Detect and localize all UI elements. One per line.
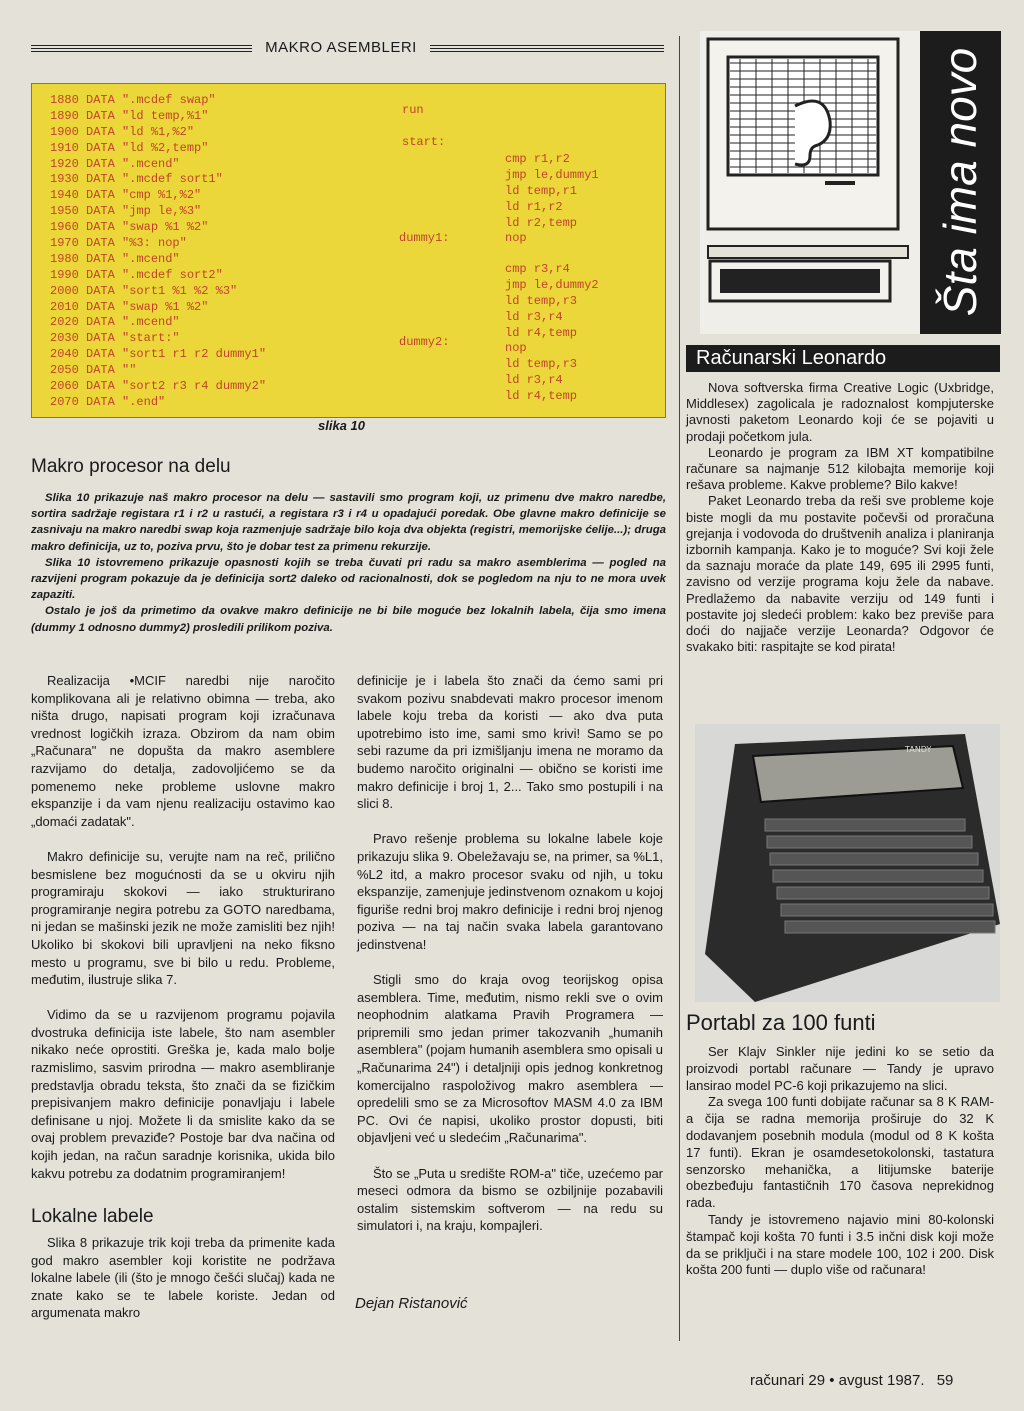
expanded-code-block-1 [505, 152, 599, 247]
code-line: 1920 DATA ".mcend" [50, 156, 180, 171]
basic-data-listing [50, 93, 266, 411]
label-run: run [402, 103, 424, 117]
code-line: 2000 DATA "sort1 %1 %2 %3" [50, 283, 238, 298]
code-line: 2030 DATA "start:" [50, 331, 180, 346]
article-heading: Makro procesor na delu [31, 456, 231, 477]
article-column-1-end [31, 1234, 335, 1340]
code-line: 2070 DATA ".end" [50, 394, 166, 409]
article-column-1 [31, 672, 335, 1200]
paragraph: Stigli smo do kraja ovog teorijskog opisa asemblera. Time, međutim, nismo rekli sve o ovim neophodnim alatkama Pravih Programera — pripremili smo jedan primer takozvanih „humanih asemblera" (pojam humanih asemblera smo opisali u „Računarima 24") i detaljniji opis jednog konkretnog komercijalno raspoloživog makro asemblera — opredelili smo se za Microsoftov MASM 4.0 za IBM PC. Ovi će napisi, ukoliko prostor dopusti, biti objavljeni već u sledećim „Računarima". [357, 972, 663, 1146]
paragraph: Što se „Puta u središte ROM-a" tiče, uzećemo par meseci odmora da bismo se ozbiljnije pozabavili ostalim sistemskim softverom — na redu su simulatori i, na kraju, kompajleri. [357, 1165, 663, 1234]
code-line: 1940 DATA "cmp %1,%2" [50, 188, 202, 203]
paragraph: definicije je i labela što znači da ćemo sami pri svakom pozivu snabdevati makro procesor imenom labele koju treba da koristi — ako dva puta upotrebimo isto ime, sami smo krivi! Samo se po sebi razume da pri izmišljanju imena ne moramo da budemo naročito originalni — obično se koristi ime makro definicije i broj 1, 2... Tako smo postupili i na slici 8. [357, 673, 663, 812]
code-line: ld r4,temp [505, 325, 578, 340]
author-signature: Dejan Ristanović [355, 1295, 468, 1312]
code-line: ld r3,r4 [505, 309, 563, 324]
label-dummy2: dummy2: [399, 335, 450, 349]
code-line: ld r2,temp [505, 215, 578, 230]
code-line: 1900 DATA "ld %1,%2" [50, 124, 195, 139]
paragraph: Ostalo je još da primetimo da ovakve makro definicije ne bi bile moguće bez lokalnih labela, čija smo imena (dummy 1 odnosno dummy2) prosledili prilikom poziva. [31, 605, 666, 634]
paragraph: Paket Leonardo treba da reši sve probleme koje biste mogli da mu postavite počevši od proračuna grejanja i vodovoda do društvenih analiza i planiranja izbornih kampanja. Kako je to moguće? Svi koji žele da saznaju moraće da plate 149, 695 ili 2995 funti, zavisno od verzije programa koju žele da nabave. Predlažemo da nabavite verziju od 149 funti i postavite joj sledeći problem: kako bez previše para doći do najjače verzije Leonarda? Odgovor će svakako biti: raspitajte se kod pirata! [686, 493, 994, 655]
paragraph: Nova softverska firma Creative Logic (Uxbridge, Middlesex) zagolicala je radoznalost kompjuterske javnosti paketom Leonardo koji će se pojaviti u prodaji početkom jula. [686, 380, 994, 444]
code-line: 1960 DATA "swap %1 %2" [50, 220, 209, 235]
code-line: ld r4,temp [505, 389, 578, 404]
paragraph: Tandy je istovremeno najavio mini 80-kolonski štampač koji košta 70 funti i 3.5 inčni disk koji može da se priključi i na stare modele 100, 102 i 200. Disk košta 200 funti — duplo više od računara! [686, 1211, 994, 1278]
expanded-code-block-2 [505, 262, 599, 405]
paragraph: Vidimo da se u razvijenom programu pojavila dvostruka definicija iste labele, što nam asembler nikako neće oprostiti. Greška je, kada malo bolje razmislimo, sasvim prirodna — makro asembliranje predstavlja obradu teksta, što znači da se fizičkim prepisivanjem makro definicije ponavljaju i labele definisane u njoj. Možete li da smislite kako da se ovaj problem prevaziđe? Postoje bar dva načina od kojih jedan, na račun saradnje korisnika, ukida bilo kakvu potrebu za dodatnim programiranjem! [31, 1007, 335, 1181]
code-line: 1930 DATA ".mcdef sort1" [50, 172, 223, 187]
code-line: 2060 DATA "sort2 r3 r4 dummy2" [50, 379, 267, 394]
page-footer [750, 1372, 953, 1389]
label-start: start: [402, 135, 446, 149]
footer-issue: računari 29 • avgust 1987. [750, 1372, 925, 1389]
tandy-pc6-photo [695, 724, 1000, 1002]
news-body-leonardo [686, 380, 994, 655]
code-line: 2020 DATA ".mcend" [50, 315, 180, 330]
code-line: ld r1,r2 [505, 199, 563, 214]
code-line: 2050 DATA "" [50, 363, 137, 378]
paragraph: Slika 10 istovremeno prikazuje opasnosti kojih se treba čuvati pri radu sa makro asemblerima — pogled na razvijeni program pokazuje da je definicija sort2 daleko od racionalnosti, dok se pogledom na nju to ne mora uvek zapaziti. [31, 556, 666, 602]
code-line: nop [505, 341, 527, 356]
news-body-portabl [686, 1044, 994, 1279]
section-title: MAKRO ASEMBLERI [252, 39, 430, 56]
page-number: 59 [936, 1372, 954, 1389]
code-line: jmp le,dummy2 [505, 277, 599, 292]
code-line: jmp le,dummy1 [505, 167, 599, 182]
code-line: 2040 DATA "sort1 r1 r2 dummy1" [50, 347, 267, 362]
code-line: 1880 DATA ".mcdef swap" [50, 93, 216, 107]
code-line: 1980 DATA ".mcend" [50, 251, 180, 266]
article-intro [31, 490, 666, 636]
paragraph: Pravo rešenje problema su lokalne labele koje prikazuju slika 9. Obeležavaju se, na primer, sa %L1, %L2 itd, a makro procesor svaku od njih, u toku ekspanzije, zamenjuje jedinstvenom oznakom u kojoj figuriše redni broj makro definicije i redni broj njenog poziva — na taj način svaka labela garantovano jedinstvena! [357, 831, 663, 952]
subheading-lokalne-labele: Lokalne labele [31, 1206, 154, 1227]
figure-caption: slika 10 [318, 418, 365, 433]
code-line: cmp r3,r4 [505, 262, 570, 276]
code-line: 2010 DATA "swap %1 %2" [50, 299, 209, 314]
code-line: ld temp,r3 [505, 293, 578, 308]
calculator-brand: TANDY [905, 745, 932, 754]
code-line: 1990 DATA ".mcdef sort2" [50, 267, 223, 282]
code-line: cmp r1,r2 [505, 152, 570, 166]
column-divider [679, 36, 680, 1341]
computer-illustration [700, 31, 920, 334]
paragraph: Slika 10 prikazuje naš makro procesor na delu — sastavili smo program koji, uz primenu dve makro naredbe, sortira sadržaje registara r1 i r2 u rastući, a registara r3 i r4 u opadajući poredak. Obe glavne makro definicije se zasnivaju na makro naredbi swap koja razmenjuje sadržaje bilo koja dva objekta (registri, memorijske ćelije...); druga makro definicija, uz to, poziva prvu, što je dobar test za primenu rekurzije. [31, 492, 666, 553]
paragraph: Ser Klajv Sinkler nije jedini ko se setio da proizvodi portabl računare — Tandy je upravo lansirao model PC-6 koji prikazujemo na slici. [686, 1044, 994, 1093]
paragraph: Realizacija •MCIF naredbi nije naročito komplikovana ali je relativno obimna — treba, ako ništa drugo, napisati program koji izračunava vrednost logičkih izraza. Obzirom da nam obim „Računara" ne dopušta da makro asemblere razvijamo do detalja, zadovoljićemo se da pomenemo neke probleme uslovne makro ekspanzije i da vam njenu realizaciju ostavimo kao „domaći zadatak". [31, 673, 335, 829]
news-title-leonardo: Računarski Leonardo [686, 345, 1000, 372]
code-line: 1970 DATA "%3: nop" [50, 236, 187, 251]
code-line: 1950 DATA "jmp le,%3" [50, 204, 202, 219]
code-listing [31, 83, 666, 418]
code-line: nop [505, 231, 527, 246]
code-line: 1890 DATA "ld temp,%1" [50, 108, 209, 123]
header-rule-left [31, 45, 252, 54]
paragraph: Makro definicije su, verujte nam na reč, prilično besmislene bez mogućnosti da se u okviru njih programiraju skokovi — iako strukturirano programiranje negira potrebu za GOTO naredbama, ni jedan se mašinski jezik ne može zamisliti bez njih! Ukoliko bi skokovi bili upravljeni na neko fiksno mesto u programu, sve bi bilo u redu. Probleme, međutim, ilustruje slika 7. [31, 848, 335, 988]
code-line: 1910 DATA "ld %2,temp" [50, 140, 209, 155]
code-line: ld r3,r4 [505, 373, 563, 388]
section-band-title: Šta ima novo [934, 47, 986, 317]
paragraph: Leonardo je program za IBM XT kompatibilne računare sa najmanje 512 kilobajta memorije koji rešava probleme. Kakve probleme? Bilo kakve! [686, 444, 994, 493]
article-column-2 [357, 672, 663, 1253]
code-line: ld temp,r1 [505, 183, 578, 198]
mac-computer-icon [700, 31, 920, 334]
paragraph: Slika 8 prikazuje trik koji treba da primenite kada god makro asembler koji koristite ne podržava lokalne labele (ili (što je mnogo češći slučaj) kada ne znate kako se te labele koriste. Jedan od argumenata makro [31, 1235, 335, 1321]
paragraph: Za svega 100 funti dobijate računar sa 8 K RAM-a čija se radna memorija proširuje do 32 K dodavanjem posebnih modula (modul od 8 K košta 17 funti). Ekran je osamdesetokolonski, tastatura senzorsko mehanička, a litijumske baterije obezbeđuju fantastičnih 170 časova neprekidnog rada. [686, 1094, 994, 1211]
code-line: ld temp,r3 [505, 357, 578, 372]
pocket-computer-icon [695, 724, 1000, 1002]
news-title-portabl: Portabl za 100 funti [686, 1010, 876, 1035]
header-rule-right [430, 45, 664, 54]
label-dummy1: dummy1: [399, 231, 450, 245]
